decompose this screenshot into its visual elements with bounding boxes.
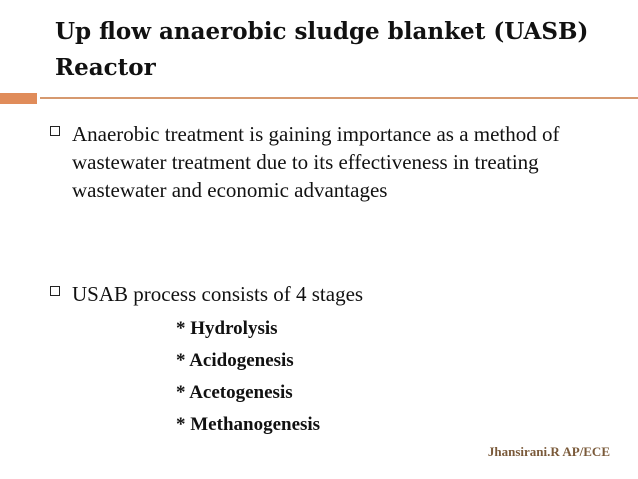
stage-acetogenesis: * Acetogenesis	[176, 382, 293, 403]
stage-hydrolysis: * Hydrolysis	[176, 318, 278, 339]
title-divider	[40, 97, 638, 99]
bullet-text: USAB process consists of 4 stages	[72, 282, 364, 306]
slide-title: Up flow anaerobic sludge blanket (UASB) Reactor	[55, 18, 589, 81]
bullet-text: Anaerobic treatment is gaining importance as a method of wastewater treatment due to its effectiveness in treating wastewater and economic advantages	[72, 122, 560, 202]
stage-methanogenesis: * Methanogenesis	[176, 414, 321, 435]
hollow-square-bullet-icon	[50, 126, 60, 136]
author-footer: Jhansirani.R AP/ECE	[487, 444, 610, 459]
stage-acidogenesis: * Acidogenesis	[176, 350, 294, 371]
title-accent-bar	[0, 93, 37, 104]
hollow-square-bullet-icon	[50, 286, 60, 296]
